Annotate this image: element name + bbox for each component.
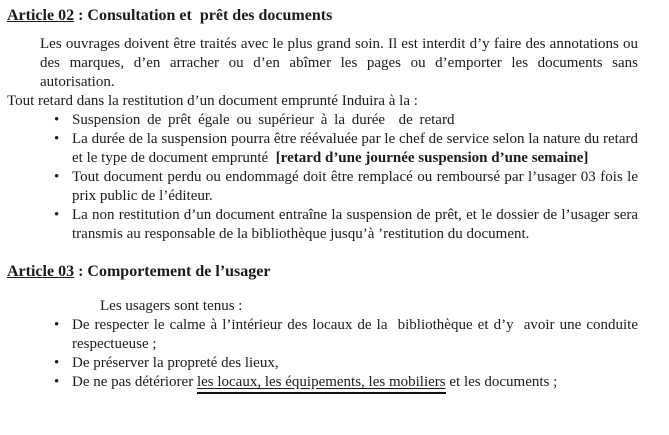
article-02-bullet-list xyxy=(54,111,638,244)
bullet-icon: • xyxy=(54,355,60,371)
bullet-text: La non restitution d’un document entraîne la suspension de prêt, et le dossier de l’usager sera transmis au responsable de la bibliothèque jusqu’à ’restitution du document. xyxy=(72,207,638,242)
bullet-text-normal: La durée de la suspension pourra être réévaluée par le chef de service selon la nature du retard et le type de document emprunté xyxy=(72,131,638,166)
bullet-icon: • xyxy=(54,131,60,147)
article-02-title: : Consultation et prêt des documents xyxy=(74,7,333,24)
article-03-number: Article 03 xyxy=(7,263,75,280)
article-02-paragraph: Les ouvrages doivent être traités avec le plus grand soin. Il est interdit d’y faire des annotations ou des marques, d’en arracher ou d’en abîmer les pages ou d’emporter les documents sans autorisation. xyxy=(40,36,638,90)
list-item xyxy=(54,111,638,130)
list-item xyxy=(54,354,638,373)
article-02-lead: Tout retard dans la restitution d’un document emprunté Induira à la : xyxy=(7,93,418,109)
bullet-text: Suspension de prêt égale ou supérieur à la durée de retard xyxy=(72,112,455,128)
bullet-text-normal: et les documents ; xyxy=(445,374,558,390)
bullet-text-normal: De ne pas détériorer xyxy=(72,374,197,390)
bullet-text xyxy=(72,130,638,168)
bullet-icon: • xyxy=(54,317,60,333)
article-02-number: Article 02 xyxy=(7,7,75,24)
list-item xyxy=(54,316,638,354)
list-item xyxy=(54,130,638,168)
bullet-text: De respecter le calme à l’intérieur des locaux de la bibliothèque et d’y avoir une conduite respectueuse ; xyxy=(72,317,638,352)
bullet-icon: • xyxy=(54,207,60,223)
bullet-text: Tout document perdu ou endommagé doit être remplacé ou remboursé par l’usager 03 fois le prix public de l’éditeur. xyxy=(72,169,638,204)
article-03-title: : Comportement de l’usager xyxy=(74,263,271,280)
bullet-icon: • xyxy=(54,374,60,390)
bullet-text: De préserver la propreté des lieux, xyxy=(72,355,279,371)
article-02-heading xyxy=(7,6,638,26)
bullet-icon: • xyxy=(54,169,60,185)
list-item xyxy=(54,373,638,392)
bullet-text-underlined: les locaux, les équipements, les mobiliers xyxy=(197,374,446,394)
article-03-bullet-list xyxy=(54,316,638,392)
bullet-text xyxy=(72,373,638,392)
article-03-lead: Les usagers sont tenus : xyxy=(100,298,243,314)
article-03-heading xyxy=(7,262,638,282)
bullet-text-bold: [retard d’une journée suspension d’une semaine] xyxy=(275,150,589,166)
list-item xyxy=(54,168,638,206)
bullet-icon: • xyxy=(54,112,60,128)
list-item xyxy=(54,206,638,244)
